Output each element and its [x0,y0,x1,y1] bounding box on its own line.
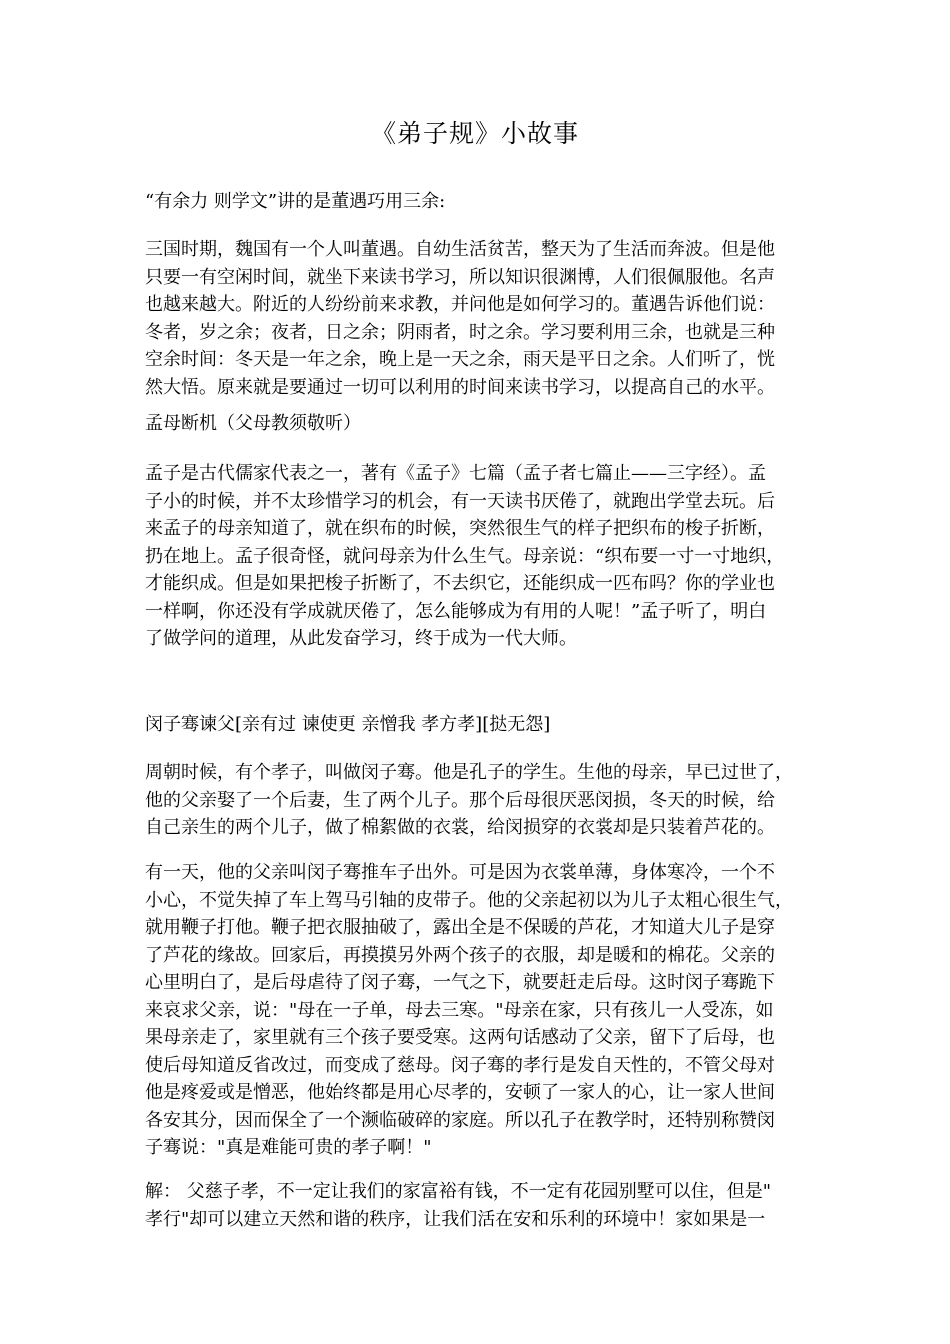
text-line: 孝行"却可以建立天然和谐的秩序，让我们活在安和乐利的环境中！家如果是一 [145,1208,766,1230]
text-line: 有一天，他的父亲叫闵子骞推车子出外。可是因为衣裳单薄，身体寒冷，一个不 [145,862,775,883]
text-line: 自己亲生的两个儿子，做了棉絮做的衣裳，给闵损穿的衣裳却是只装着芦花的。 [145,817,775,838]
text-line: 也越来越大。附近的人纷纷前来求教，并问他是如何学习的。董遇告诉他们说： [145,294,775,315]
text-line: 空余时间：冬天是一年之余，晚上是一天之余，雨天是平日之余。人们听了，恍 [145,349,775,370]
text-line: 他的父亲娶了一个后妻，生了两个儿子。那个后母很厌恶闵损，冬天的时候，给 [145,789,775,811]
text-line: 小心，不觉失掉了车上驾马引轴的皮带子。他的父亲起初以为儿子太粗心很生气， [145,889,793,911]
text-line: 了芦花的缘故。回家后，再摸摸另外两个孩子的衣服，却是暖和的棉花。父亲的 [145,944,775,966]
text-line: 孟子是古代儒家代表之一，著有《孟子》七篇（孟子者七篇止——三字经）。孟 [145,463,766,484]
text-line: 然大悟。原来就是要通过一切可以利用的时间来读书学习，以提高自己的水平。 [145,376,775,398]
text-line: 心里明白了，是后母虐待了闵子骞，一气之下，就要赶走后母。这时闵子骞跪下 [145,972,775,993]
text-line: 他是疼爱或是憎恶，他始终都是用心尽孝的，安顿了一家人的心，让一家人世间 [145,1082,775,1103]
text-line: 扔在地上。孟子很奇怪，就问母亲为什么生气。母亲说：“织布要一寸一寸地织， [145,545,785,567]
text-line: 冬者，岁之余；夜者，日之余；阴雨者，时之余。学习要利用三余，也就是三种 [145,321,775,343]
paragraph-minziqian-2 [145,859,811,1162]
text-line: 周朝时候，有个孝子，叫做闵子骞。他是孔子的学生。生他的母亲，早已过世了， [145,762,793,783]
text-line: 就用鞭子打他。鞭子把衣服抽破了，露出全是不保暖的芦花，才知道大儿子是穿 [145,917,775,938]
paragraph-dongyu [145,236,811,401]
text-line: 了做学问的道理，从此发奋学习，终于成为一代大师。 [145,628,577,649]
paragraph-minziqian-1 [145,759,811,842]
text-line: 子小的时候，并不太珍惜学习的机会，有一天读书厌倦了，就跑出学堂去玩。后 [145,490,775,512]
section-heading-mengmu: 孟母断机（父母教须敬听） [145,413,361,434]
text-line: 三国时期，魏国有一个人叫董遇。自幼生活贫苦，整天为了生活而奔波。但是他 [145,239,775,260]
text-line: 来哀求父亲，说："母在一子单，母去三寒。"母亲在家，只有孩儿一人受冻，如 [145,999,774,1021]
document-title: 《弟子规》小故事 [370,119,579,148]
text-line: 果母亲走了，家里就有三个孩子要受寒。这两句话感动了父亲，留下了后母，也 [145,1027,775,1048]
text-line: 只要一有空闲时间，就坐下来读书学习，所以知识很渊博，人们很佩服他。名声 [145,266,775,288]
text-line: 一样啊，你还没有学成就厌倦了，怎么能够成为有用的人呢！”孟子听了，明白 [145,600,767,622]
section-heading-minziqian: 闵子骞谏父[亲有过 谏使更 亲憎我 孝方孝][挞无怨] [145,714,551,735]
text-line: 子骞说："真是难能可贵的孝子啊！" [145,1137,432,1158]
text-line: 来孟子的母亲知道了，就在织布的时候，突然很生气的样子把织布的梭子折断， [145,518,775,539]
paragraph-minziqian-3 [145,1178,811,1233]
text-line: 各安其分，因而保全了一个濒临破碎的家庭。所以孔子在教学时，还特别称赞闵 [145,1109,775,1131]
text-line: 使后母知道反省改过，而变成了慈母。闵子骞的孝行是发自天性的，不管父母对 [145,1054,775,1076]
text-line: 才能织成。但是如果把梭子折断了，不去织它，还能织成一匹布吗？你的学业也 [145,573,775,594]
text-line: 解： 父慈子孝，不一定让我们的家富裕有钱，不一定有花园别墅可以住，但是" [145,1181,771,1202]
paragraph-mengmu [145,460,811,653]
section-heading-dongyu: “有余力 则学文”讲的是董遇巧用三余: [145,191,446,212]
